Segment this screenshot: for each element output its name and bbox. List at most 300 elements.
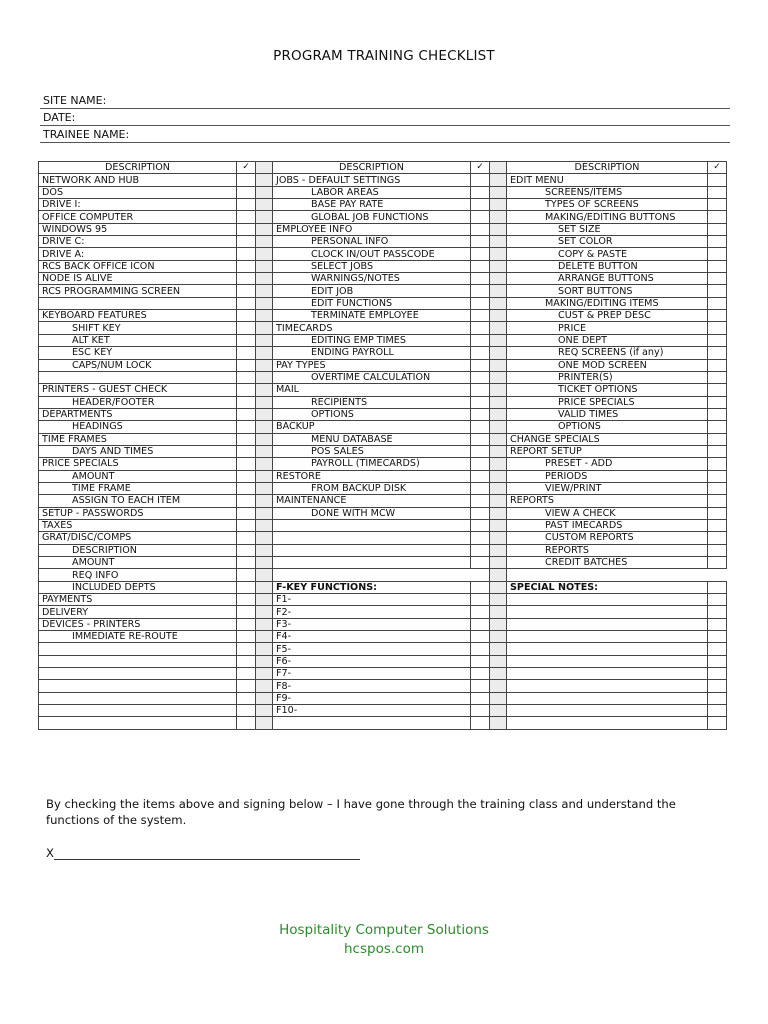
check-box[interactable] bbox=[471, 445, 490, 457]
column-gap bbox=[490, 495, 507, 507]
checklist-item bbox=[39, 655, 237, 667]
check-box[interactable] bbox=[237, 408, 256, 420]
check-box[interactable] bbox=[237, 445, 256, 457]
column-gap bbox=[256, 236, 273, 248]
column-gap bbox=[256, 581, 273, 593]
check-box[interactable] bbox=[237, 618, 256, 630]
checklist-item: VIEW A CHECK bbox=[507, 507, 708, 519]
fkey-functions-heading: F-KEY FUNCTIONS: bbox=[273, 581, 471, 593]
check-box[interactable] bbox=[471, 174, 490, 186]
checklist-item: SCREENS/ITEMS bbox=[507, 186, 708, 198]
site-name-field[interactable]: SITE NAME: bbox=[40, 94, 730, 109]
check-box[interactable] bbox=[708, 211, 727, 223]
check-box[interactable] bbox=[708, 199, 727, 211]
check-box[interactable] bbox=[471, 643, 490, 655]
check-box[interactable] bbox=[708, 445, 727, 457]
check-box[interactable] bbox=[237, 643, 256, 655]
check-box[interactable] bbox=[471, 359, 490, 371]
column-gap bbox=[256, 717, 273, 729]
check-box[interactable] bbox=[471, 223, 490, 235]
check-box[interactable] bbox=[708, 705, 727, 717]
check-box[interactable] bbox=[237, 507, 256, 519]
column-gap bbox=[490, 717, 507, 729]
check-box[interactable] bbox=[471, 408, 490, 420]
check-box[interactable] bbox=[237, 384, 256, 396]
column-gap bbox=[490, 507, 507, 519]
column-gap bbox=[490, 705, 507, 717]
check-box[interactable] bbox=[471, 186, 490, 198]
column-gap bbox=[256, 655, 273, 667]
checklist-item: HEADER/FOOTER bbox=[39, 396, 237, 408]
check-box[interactable] bbox=[471, 680, 490, 692]
table-row bbox=[39, 643, 727, 655]
column-gap bbox=[490, 470, 507, 482]
check-box[interactable] bbox=[237, 544, 256, 556]
column-gap bbox=[256, 606, 273, 618]
special-notes-line[interactable] bbox=[507, 618, 708, 630]
check-box[interactable] bbox=[471, 236, 490, 248]
checklist-item: CLOCK IN/OUT PASSCODE bbox=[273, 248, 471, 260]
check-box[interactable] bbox=[471, 310, 490, 322]
check-box[interactable] bbox=[471, 519, 490, 531]
check-box[interactable] bbox=[708, 421, 727, 433]
check-box[interactable] bbox=[237, 692, 256, 704]
fkey-item[interactable] bbox=[273, 717, 471, 729]
checklist-item: AMOUNT bbox=[39, 557, 237, 569]
checklist-item bbox=[39, 668, 237, 680]
column-gap bbox=[256, 211, 273, 223]
check-box[interactable] bbox=[471, 384, 490, 396]
check-box[interactable] bbox=[237, 581, 256, 593]
checklist-item bbox=[39, 297, 237, 309]
check-box[interactable] bbox=[471, 655, 490, 667]
table-row bbox=[39, 495, 727, 507]
check-box[interactable] bbox=[471, 273, 490, 285]
column-gap bbox=[256, 557, 273, 569]
check-box[interactable] bbox=[471, 396, 490, 408]
checklist-item: OFFICE COMPUTER bbox=[39, 211, 237, 223]
fkey-item[interactable]: F9- bbox=[273, 692, 471, 704]
checklist-item: EMPLOYEE INFO bbox=[273, 223, 471, 235]
check-box[interactable] bbox=[471, 334, 490, 346]
table-row bbox=[39, 322, 727, 334]
check-box[interactable] bbox=[237, 199, 256, 211]
check-box[interactable] bbox=[471, 717, 490, 729]
column-gap bbox=[256, 408, 273, 420]
column-gap bbox=[256, 569, 273, 581]
column-gap bbox=[256, 631, 273, 643]
column-gap bbox=[490, 236, 507, 248]
column-gap bbox=[256, 482, 273, 494]
checklist-item: TERMINATE EMPLOYEE bbox=[273, 310, 471, 322]
fkey-item[interactable]: F5- bbox=[273, 643, 471, 655]
column-gap bbox=[256, 692, 273, 704]
column-gap bbox=[256, 297, 273, 309]
column-gap bbox=[256, 186, 273, 198]
column-gap bbox=[256, 359, 273, 371]
checklist-item: SET SIZE bbox=[507, 223, 708, 235]
check-box[interactable] bbox=[237, 705, 256, 717]
check-box[interactable] bbox=[237, 606, 256, 618]
checklist-item: PAY TYPES bbox=[273, 359, 471, 371]
column-gap bbox=[490, 458, 507, 470]
check-box[interactable] bbox=[237, 186, 256, 198]
check-box[interactable] bbox=[471, 322, 490, 334]
spacer bbox=[708, 569, 727, 581]
check-box[interactable] bbox=[237, 211, 256, 223]
checklist-item: NODE IS ALIVE bbox=[39, 273, 237, 285]
check-header: ✓ bbox=[237, 162, 256, 174]
table-row bbox=[39, 347, 727, 359]
special-notes-line[interactable] bbox=[507, 655, 708, 667]
check-box[interactable] bbox=[708, 594, 727, 606]
column-gap bbox=[256, 495, 273, 507]
check-box[interactable] bbox=[708, 618, 727, 630]
column-gap bbox=[490, 297, 507, 309]
check-box[interactable] bbox=[708, 643, 727, 655]
check-box[interactable] bbox=[708, 186, 727, 198]
checklist-item bbox=[39, 705, 237, 717]
checklist-item: SORT BUTTONS bbox=[507, 285, 708, 297]
check-box[interactable] bbox=[708, 680, 727, 692]
check-box[interactable] bbox=[471, 199, 490, 211]
check-box[interactable] bbox=[471, 594, 490, 606]
check-box[interactable] bbox=[471, 433, 490, 445]
check-box[interactable] bbox=[471, 631, 490, 643]
table-row bbox=[39, 359, 727, 371]
table-row bbox=[39, 223, 727, 235]
column-gap bbox=[490, 668, 507, 680]
fkey-item[interactable]: F7- bbox=[273, 668, 471, 680]
check-box[interactable] bbox=[708, 297, 727, 309]
page-title: PROGRAM TRAINING CHECKLIST bbox=[273, 48, 495, 64]
checklist-item: REPORTS bbox=[507, 495, 708, 507]
signature-underline[interactable] bbox=[54, 847, 360, 860]
column-gap bbox=[490, 408, 507, 420]
table-row bbox=[39, 445, 727, 457]
check-box[interactable] bbox=[471, 371, 490, 383]
check-box[interactable] bbox=[708, 606, 727, 618]
checklist-item: IMMEDIATE RE-ROUTE bbox=[39, 631, 237, 643]
column-gap bbox=[490, 248, 507, 260]
checklist-item: DRIVE A: bbox=[39, 248, 237, 260]
checklist-item: TIMECARDS bbox=[273, 322, 471, 334]
checklist-item: LABOR AREAS bbox=[273, 186, 471, 198]
check-box[interactable] bbox=[708, 223, 727, 235]
check-box[interactable] bbox=[471, 285, 490, 297]
check-box[interactable] bbox=[708, 482, 727, 494]
table-row bbox=[39, 273, 727, 285]
column-gap bbox=[256, 162, 273, 174]
check-box[interactable] bbox=[708, 507, 727, 519]
check-box[interactable] bbox=[471, 470, 490, 482]
table-row bbox=[39, 705, 727, 717]
column-gap bbox=[490, 371, 507, 383]
check-box[interactable] bbox=[237, 631, 256, 643]
fkey-item[interactable]: F10- bbox=[273, 705, 471, 717]
check-box[interactable] bbox=[237, 322, 256, 334]
check-box[interactable] bbox=[471, 347, 490, 359]
checklist-item: PAST IMECARDS bbox=[507, 519, 708, 531]
checklist-item: ESC KEY bbox=[39, 347, 237, 359]
check-box[interactable] bbox=[708, 273, 727, 285]
check-box[interactable] bbox=[237, 482, 256, 494]
special-notes-line[interactable] bbox=[507, 668, 708, 680]
table-row bbox=[39, 260, 727, 272]
check-box[interactable] bbox=[237, 334, 256, 346]
special-notes-heading: SPECIAL NOTES: bbox=[507, 581, 708, 593]
check-box[interactable] bbox=[708, 519, 727, 531]
column-gap bbox=[490, 384, 507, 396]
special-notes-line[interactable] bbox=[507, 692, 708, 704]
check-box[interactable] bbox=[708, 260, 727, 272]
check-box[interactable] bbox=[237, 347, 256, 359]
check-box[interactable] bbox=[708, 359, 727, 371]
check-box[interactable] bbox=[237, 421, 256, 433]
checklist-item: CUST & PREP DESC bbox=[507, 310, 708, 322]
table-row bbox=[39, 532, 727, 544]
check-box[interactable] bbox=[471, 507, 490, 519]
table-row bbox=[39, 384, 727, 396]
special-notes-line[interactable] bbox=[507, 594, 708, 606]
check-box[interactable] bbox=[471, 458, 490, 470]
check-box[interactable] bbox=[237, 359, 256, 371]
column-gap bbox=[490, 199, 507, 211]
check-box[interactable] bbox=[471, 482, 490, 494]
checklist-item: HEADINGS bbox=[39, 421, 237, 433]
column-gap bbox=[490, 310, 507, 322]
check-box[interactable] bbox=[237, 569, 256, 581]
check-box[interactable] bbox=[471, 260, 490, 272]
column-gap bbox=[256, 433, 273, 445]
check-box[interactable] bbox=[708, 236, 727, 248]
column-gap bbox=[490, 594, 507, 606]
column-gap bbox=[490, 421, 507, 433]
checklist-item: VALID TIMES bbox=[507, 408, 708, 420]
check-box[interactable] bbox=[471, 692, 490, 704]
checklist-item: EDITING EMP TIMES bbox=[273, 334, 471, 346]
check-box[interactable] bbox=[708, 581, 727, 593]
check-box[interactable] bbox=[708, 631, 727, 643]
column-gap bbox=[490, 347, 507, 359]
check-box[interactable] bbox=[237, 396, 256, 408]
special-notes-line[interactable] bbox=[507, 705, 708, 717]
checklist-item: POS SALES bbox=[273, 445, 471, 457]
check-box[interactable] bbox=[237, 594, 256, 606]
check-box[interactable] bbox=[471, 581, 490, 593]
check-box[interactable] bbox=[471, 421, 490, 433]
trainee-name-field[interactable]: TRAINEE NAME: bbox=[40, 128, 730, 143]
checklist-item: INCLUDED DEPTS bbox=[39, 581, 237, 593]
column-gap bbox=[256, 507, 273, 519]
special-notes-line[interactable] bbox=[507, 717, 708, 729]
special-notes-line[interactable] bbox=[507, 631, 708, 643]
checklist-item: TIME FRAME bbox=[39, 482, 237, 494]
checklist-item bbox=[273, 519, 471, 531]
check-box[interactable] bbox=[237, 248, 256, 260]
table-row bbox=[39, 569, 727, 581]
check-box[interactable] bbox=[708, 544, 727, 556]
check-box[interactable] bbox=[708, 458, 727, 470]
column-gap bbox=[490, 273, 507, 285]
checklist-item: TICKET OPTIONS bbox=[507, 384, 708, 396]
check-box[interactable] bbox=[708, 532, 727, 544]
check-box[interactable] bbox=[237, 260, 256, 272]
check-box[interactable] bbox=[708, 655, 727, 667]
column-gap bbox=[256, 458, 273, 470]
check-box[interactable] bbox=[237, 717, 256, 729]
check-box[interactable] bbox=[708, 433, 727, 445]
signature-line[interactable] bbox=[46, 846, 360, 860]
checklist-item: DELIVERY bbox=[39, 606, 237, 618]
table-row bbox=[39, 334, 727, 346]
check-box[interactable] bbox=[237, 495, 256, 507]
check-box[interactable] bbox=[708, 248, 727, 260]
table-row bbox=[39, 236, 727, 248]
table-row bbox=[39, 458, 727, 470]
check-box[interactable] bbox=[237, 223, 256, 235]
check-box[interactable] bbox=[471, 297, 490, 309]
checklist-item: DONE WITH MCW bbox=[273, 507, 471, 519]
check-box[interactable] bbox=[708, 322, 727, 334]
check-box[interactable] bbox=[708, 692, 727, 704]
fkey-item[interactable]: F3- bbox=[273, 618, 471, 630]
fkey-item[interactable]: F1- bbox=[273, 594, 471, 606]
column-gap bbox=[256, 223, 273, 235]
check-box[interactable] bbox=[237, 532, 256, 544]
column-gap bbox=[256, 334, 273, 346]
table-row bbox=[39, 248, 727, 260]
check-box[interactable] bbox=[237, 297, 256, 309]
column-gap bbox=[490, 334, 507, 346]
checklist-item: ONE DEPT bbox=[507, 334, 708, 346]
check-box[interactable] bbox=[237, 557, 256, 569]
check-box[interactable] bbox=[237, 174, 256, 186]
special-notes-line[interactable] bbox=[507, 606, 708, 618]
check-box[interactable] bbox=[237, 458, 256, 470]
table-row bbox=[39, 174, 727, 186]
check-box[interactable] bbox=[708, 396, 727, 408]
checklist-item: REPORT SETUP bbox=[507, 445, 708, 457]
check-box[interactable] bbox=[471, 248, 490, 260]
checklist-item: ARRANGE BUTTONS bbox=[507, 273, 708, 285]
table-row bbox=[39, 396, 727, 408]
checklist-item: ALT KET bbox=[39, 334, 237, 346]
column-gap bbox=[490, 519, 507, 531]
column-gap bbox=[490, 260, 507, 272]
spacer bbox=[471, 569, 490, 581]
checklist-item: JOBS - DEFAULT SETTINGS bbox=[273, 174, 471, 186]
check-box[interactable] bbox=[237, 236, 256, 248]
checklist-item: ENDING PAYROLL bbox=[273, 347, 471, 359]
check-box[interactable] bbox=[237, 470, 256, 482]
check-box[interactable] bbox=[471, 544, 490, 556]
column-gap bbox=[490, 359, 507, 371]
fkey-item[interactable]: F4- bbox=[273, 631, 471, 643]
table-row bbox=[39, 557, 727, 569]
check-box[interactable] bbox=[471, 668, 490, 680]
column-gap bbox=[490, 532, 507, 544]
check-box[interactable] bbox=[237, 680, 256, 692]
fkey-item[interactable]: F6- bbox=[273, 655, 471, 667]
checklist-item: DOS bbox=[39, 186, 237, 198]
check-box[interactable] bbox=[708, 371, 727, 383]
check-box[interactable] bbox=[708, 408, 727, 420]
check-box[interactable] bbox=[708, 285, 727, 297]
check-box[interactable] bbox=[708, 495, 727, 507]
special-notes-line[interactable] bbox=[507, 680, 708, 692]
checklist-item: BASE PAY RATE bbox=[273, 199, 471, 211]
check-box[interactable] bbox=[708, 668, 727, 680]
table-row bbox=[39, 668, 727, 680]
table-row bbox=[39, 631, 727, 643]
checklist-item: PAYROLL (TIMECARDS) bbox=[273, 458, 471, 470]
check-box[interactable] bbox=[471, 705, 490, 717]
check-box[interactable] bbox=[708, 334, 727, 346]
table-row bbox=[39, 606, 727, 618]
check-box[interactable] bbox=[237, 371, 256, 383]
checklist-table-wrapper bbox=[38, 161, 726, 730]
checklist-item: CREDIT BATCHES bbox=[507, 557, 708, 569]
check-box[interactable] bbox=[708, 310, 727, 322]
column-gap bbox=[256, 285, 273, 297]
check-box[interactable] bbox=[708, 470, 727, 482]
check-box[interactable] bbox=[237, 273, 256, 285]
check-box[interactable] bbox=[708, 384, 727, 396]
fkey-item[interactable]: F2- bbox=[273, 606, 471, 618]
date-field[interactable]: DATE: bbox=[40, 111, 730, 126]
checklist-item: MAKING/EDITING ITEMS bbox=[507, 297, 708, 309]
checklist-item: CHANGE SPECIALS bbox=[507, 433, 708, 445]
checklist-item: VIEW/PRINT bbox=[507, 482, 708, 494]
column-gap bbox=[490, 606, 507, 618]
checklist-item: PAYMENTS bbox=[39, 594, 237, 606]
check-box[interactable] bbox=[471, 606, 490, 618]
column-gap bbox=[256, 618, 273, 630]
check-box[interactable] bbox=[471, 557, 490, 569]
special-notes-line[interactable] bbox=[507, 643, 708, 655]
checklist-item: WARNINGS/NOTES bbox=[273, 273, 471, 285]
checklist-item: CAPS/NUM LOCK bbox=[39, 359, 237, 371]
column-gap bbox=[490, 631, 507, 643]
checklist-item: DEVICES - PRINTERS bbox=[39, 618, 237, 630]
check-box[interactable] bbox=[237, 433, 256, 445]
check-box[interactable] bbox=[471, 495, 490, 507]
check-box[interactable] bbox=[708, 347, 727, 359]
check-box[interactable] bbox=[237, 655, 256, 667]
column-gap bbox=[256, 421, 273, 433]
check-box[interactable] bbox=[237, 668, 256, 680]
checklist-item: KEYBOARD FEATURES bbox=[39, 310, 237, 322]
fkey-item[interactable]: F8- bbox=[273, 680, 471, 692]
check-box[interactable] bbox=[708, 557, 727, 569]
check-box[interactable] bbox=[708, 174, 727, 186]
check-box[interactable] bbox=[237, 519, 256, 531]
check-box[interactable] bbox=[237, 285, 256, 297]
column-gap bbox=[256, 680, 273, 692]
table-row bbox=[39, 507, 727, 519]
check-box[interactable] bbox=[471, 211, 490, 223]
checklist-item: NETWORK AND HUB bbox=[39, 174, 237, 186]
check-box[interactable] bbox=[237, 310, 256, 322]
check-box[interactable] bbox=[471, 618, 490, 630]
check-box[interactable] bbox=[471, 532, 490, 544]
column-gap bbox=[490, 322, 507, 334]
column-gap bbox=[256, 594, 273, 606]
checklist-item: PRICE bbox=[507, 322, 708, 334]
checklist-item: PERIODS bbox=[507, 470, 708, 482]
check-box[interactable] bbox=[708, 717, 727, 729]
